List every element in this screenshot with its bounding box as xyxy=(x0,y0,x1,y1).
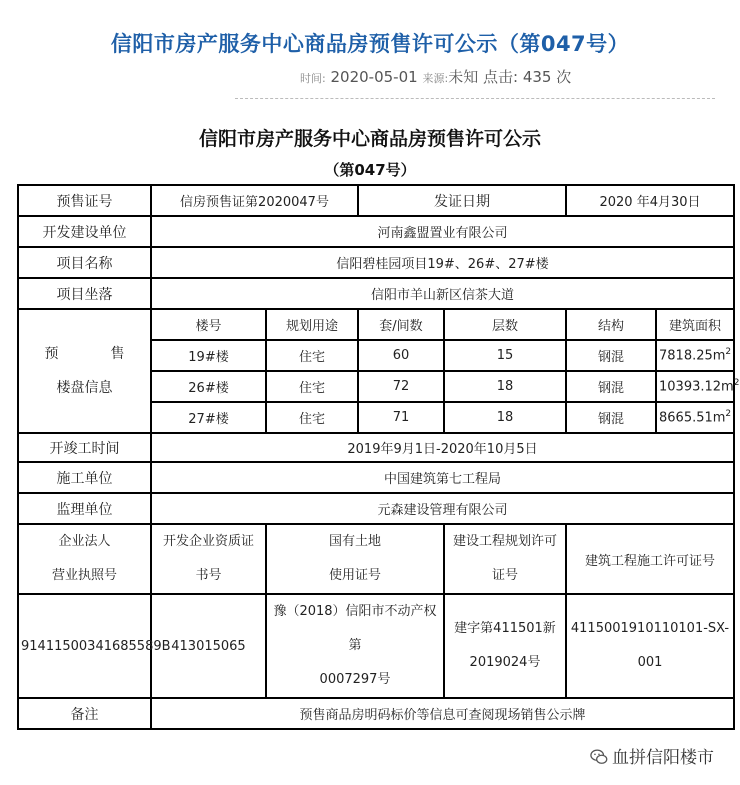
header-building-no: 楼号 xyxy=(151,309,266,340)
table-row xyxy=(18,278,734,309)
permit-table xyxy=(17,184,740,730)
click-count: 435 xyxy=(522,68,552,86)
presale-label-line1: 预 售 xyxy=(44,346,125,362)
clicks-unit: 次 xyxy=(556,68,572,86)
header-planning-permit: 建设工程规划许可 证号 xyxy=(444,524,566,594)
land-cert-no: 豫（2018）信阳市不动产权第 0007297号 xyxy=(266,594,444,698)
building-floors: 18 xyxy=(444,402,566,433)
table-row xyxy=(18,462,734,493)
developer-value: 河南鑫盟置业有限公司 xyxy=(151,216,734,247)
business-license-no: 91411500341685589B xyxy=(18,594,151,698)
building-use: 住宅 xyxy=(266,371,358,402)
issue-value: 2020 年4月30日 xyxy=(566,185,734,216)
project-label: 项目名称 xyxy=(18,247,151,278)
contractor-value: 中国建筑第七工程局 xyxy=(151,462,734,493)
supervisor-value: 元森建设管理有限公司 xyxy=(151,493,734,524)
watermark-text: 血拼信阳楼市 xyxy=(612,748,714,768)
building-area: $10393.12m^2$ xyxy=(656,371,734,402)
document-title: 信阳市房产服务中心商品房预售许可公示 xyxy=(198,128,541,150)
location-label: 项目坐落 xyxy=(18,278,151,309)
remark-value: 预售商品房明码标价等信息可查阅现场销售公示牌 xyxy=(151,698,734,729)
header-units: 套/间数 xyxy=(358,309,444,340)
building-units: 60 xyxy=(358,340,444,371)
location-value: 信阳市羊山新区信茶大道 xyxy=(151,278,734,309)
qualification-cert-no: 413015065 xyxy=(151,594,266,698)
header-construction-permit: 建筑工程施工许可证号 xyxy=(566,524,734,594)
building-floors: 15 xyxy=(444,340,566,371)
project-value: 信阳碧桂园项目19#、26#、27#楼 xyxy=(151,247,734,278)
building-area: $7818.25m^2$ xyxy=(656,340,734,371)
presale-info-label xyxy=(18,309,151,433)
time-label: 时间: xyxy=(300,72,326,85)
license-value-row xyxy=(18,594,734,698)
planning-permit-no: 建字第411501新 2019024号 xyxy=(444,594,566,698)
schedule-label: 开竣工时间 xyxy=(18,433,151,462)
header-use: 规划用途 xyxy=(266,309,358,340)
publish-date: 2020-05-01 xyxy=(330,68,418,86)
table-row xyxy=(18,493,734,524)
header-area: 建筑面积 xyxy=(656,309,734,340)
table-row xyxy=(18,247,734,278)
developer-label: 开发建设单位 xyxy=(18,216,151,247)
building-area: $8665.51m^2$ xyxy=(656,402,734,433)
remark-label: 备注 xyxy=(18,698,151,729)
article-meta xyxy=(300,66,720,87)
table-row xyxy=(18,185,734,216)
building-no: 27#楼 xyxy=(151,402,266,433)
building-header-row xyxy=(18,309,734,340)
header-structure: 结构 xyxy=(566,309,656,340)
license-header-row xyxy=(18,524,734,594)
schedule-value: 2019年9月1日-2020年10月5日 xyxy=(151,433,734,462)
table-row xyxy=(18,433,734,462)
document-number: （第047号） xyxy=(324,161,416,179)
cert-label: 预售证号 xyxy=(18,185,151,216)
building-structure: 钢混 xyxy=(566,371,656,402)
table-row xyxy=(18,698,734,729)
building-no: 19#楼 xyxy=(151,340,266,371)
building-structure: 钢混 xyxy=(566,402,656,433)
contractor-label: 施工单位 xyxy=(18,462,151,493)
source-label: 来源: xyxy=(422,72,449,85)
building-no: 26#楼 xyxy=(151,371,266,402)
supervisor-label: 监理单位 xyxy=(18,493,151,524)
building-floors: 18 xyxy=(444,371,566,402)
table-row xyxy=(18,216,734,247)
building-units: 71 xyxy=(358,402,444,433)
building-use: 住宅 xyxy=(266,340,358,371)
meta-divider xyxy=(235,98,715,99)
header-business-license: 企业法人 营业执照号 xyxy=(18,524,151,594)
construction-permit-no: 4115001910110101-SX- 001 xyxy=(566,594,734,698)
clicks-label: 点击: xyxy=(482,68,519,86)
article-title: 信阳市房产服务中心商品房预售许可公示（第047号） xyxy=(110,32,630,56)
cert-value: 信房预售证第2020047号 xyxy=(151,185,358,216)
header-land-cert: 国有土地 使用证号 xyxy=(266,524,444,594)
issue-label: 发证日期 xyxy=(358,185,566,216)
header-floors: 层数 xyxy=(444,309,566,340)
header-qualification-cert: 开发企业资质证 书号 xyxy=(151,524,266,594)
watermark xyxy=(586,741,718,770)
presale-label-line2: 楼盘信息 xyxy=(56,380,113,396)
building-units: 72 xyxy=(358,371,444,402)
wechat-icon xyxy=(590,748,608,766)
source-value: 未知 xyxy=(448,68,479,86)
building-structure: 钢混 xyxy=(566,340,656,371)
building-use: 住宅 xyxy=(266,402,358,433)
